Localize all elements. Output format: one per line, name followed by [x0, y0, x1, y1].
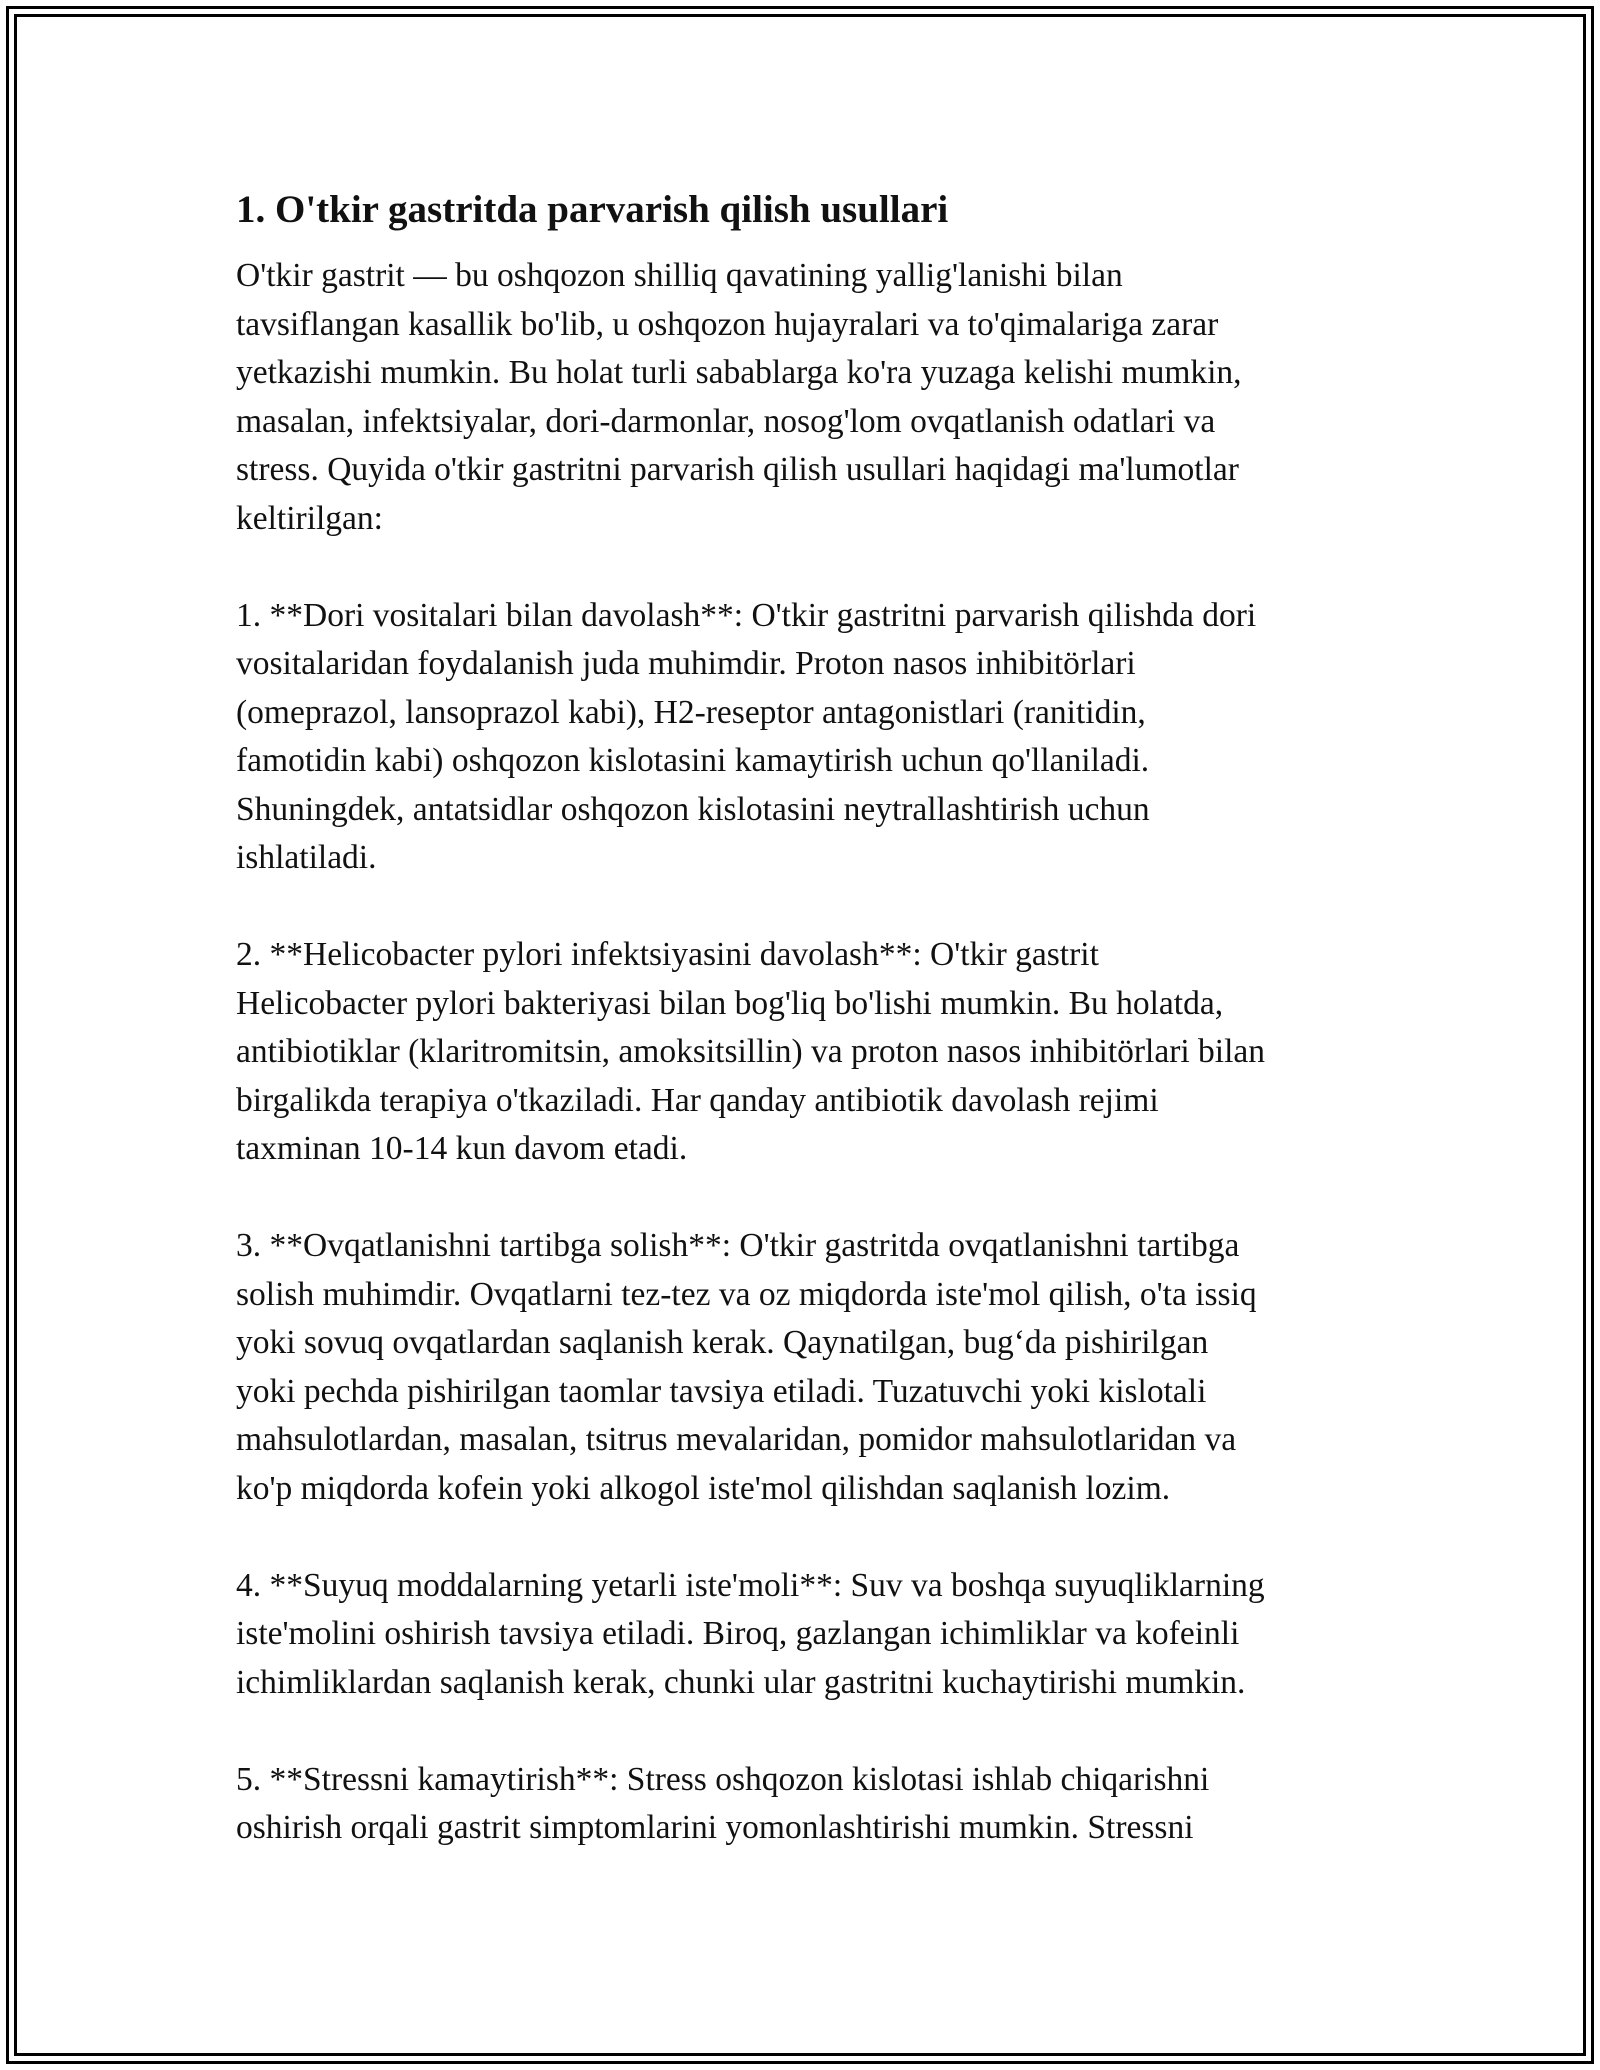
document-body	[236, 186, 1376, 1901]
text-line: yetkazishi mumkin. Bu holat turli sabablarga ko'ra yuzaga kelishi mumkin,	[236, 354, 1242, 391]
text-line: 5. **Stressni kamaytirish**: Stress oshqozon kislotasi ishlab chiqarishni	[236, 1760, 1210, 1798]
text-line: keltirilgan:	[236, 499, 383, 537]
text-line: mahsulotlardan, masalan, tsitrus mevalaridan, pomidor mahsulotlaridan va	[236, 1421, 1237, 1458]
text-line: birgalikda terapiya o'tkaziladi. Har qanday antibiotik davolash rejimi	[236, 1081, 1159, 1119]
document-title: 1. O'tkir gastritda parvarish qilish usullari	[236, 188, 949, 231]
list-item-helicobacter	[236, 931, 1376, 1174]
text-line: ko'p miqdorda kofein yoki alkogol iste'mol qilishdan saqlanish lozim.	[236, 1469, 1171, 1507]
list-item-stress	[236, 1756, 1376, 1853]
intro-paragraph	[236, 252, 1376, 543]
text-line: masalan, infektsiyalar, dori-darmonlar, nosog'lom ovqatlanish odatlari va	[236, 402, 1216, 440]
text-line: Shuningdek, antatsidlar oshqozon kislotasini neytrallashtirish uchun	[236, 790, 1150, 828]
text-line: 2. **Helicobacter pylori infektsiyasini davolash**: O'tkir gastrit	[236, 936, 1099, 973]
text-line: tavsiflangan kasallik bo'lib, u oshqozon hujayralari va to'qimalariga zarar	[236, 305, 1219, 343]
list-item-fluids	[236, 1562, 1376, 1708]
text-line: iste'molini oshirish tavsiya etiladi. Biroq, gazlangan ichimliklar va kofeinli	[236, 1615, 1240, 1652]
text-line: 1. **Dori vositalari bilan davolash**: O'tkir gastritni parvarish qilishda dori	[236, 596, 1257, 634]
text-line: stress. Quyida o'tkir gastritni parvarish qilish usullari haqidagi ma'lumotlar	[236, 451, 1239, 488]
list-item-medication	[236, 592, 1376, 883]
text-line: (omeprazol, lansoprazol kabi), H2-reseptor antagonistlari (ranitidin,	[236, 693, 1146, 731]
text-line: oshirish orqali gastrit simptomlarini yomonlashtirishi mumkin. Stressni	[236, 1809, 1194, 1846]
text-line: antibiotiklar (klaritromitsin, amoksitsillin) va proton nasos inhibitörlari bilan	[236, 1033, 1266, 1070]
text-line: O'tkir gastrit — bu oshqozon shilliq qavatining yallig'lanishi bilan	[236, 257, 1123, 294]
text-line: ishlatiladi.	[236, 839, 377, 876]
text-line: 4. **Suyuq moddalarning yetarli iste'moli**: Suv va boshqa suyuqliklarning	[236, 1566, 1265, 1604]
text-line: yoki sovuq ovqatlardan saqlanish kerak. Qaynatilgan, bug‘da pishirilgan	[236, 1324, 1209, 1361]
text-line: 3. **Ovqatlanishni tartibga solish**: O'tkir gastritda ovqatlanishni tartibga	[236, 1227, 1240, 1264]
text-line: taxminan 10-14 kun davom etadi.	[236, 1130, 688, 1167]
text-line: vositalaridan foydalanish juda muhimdir. Proton nasos inhibitörlari	[236, 645, 1136, 682]
list-item-nutrition	[236, 1222, 1376, 1513]
text-line: solish muhimdir. Ovqatlarni tez-tez va oz miqdorda iste'mol qilish, o'ta issiq	[236, 1275, 1257, 1313]
text-line: famotidin kabi) oshqozon kislotasini kamaytirish uchun qo'llaniladi.	[236, 742, 1150, 779]
text-line: yoki pechda pishirilgan taomlar tavsiya etiladi. Tuzatuvchi yoki kislotali	[236, 1372, 1207, 1410]
text-line: Helicobacter pylori bakteriyasi bilan bog'liq bo'lishi mumkin. Bu holatda,	[236, 984, 1224, 1022]
text-line: ichimliklardan saqlanish kerak, chunki ular gastritni kuchaytirishi mumkin.	[236, 1663, 1246, 1701]
